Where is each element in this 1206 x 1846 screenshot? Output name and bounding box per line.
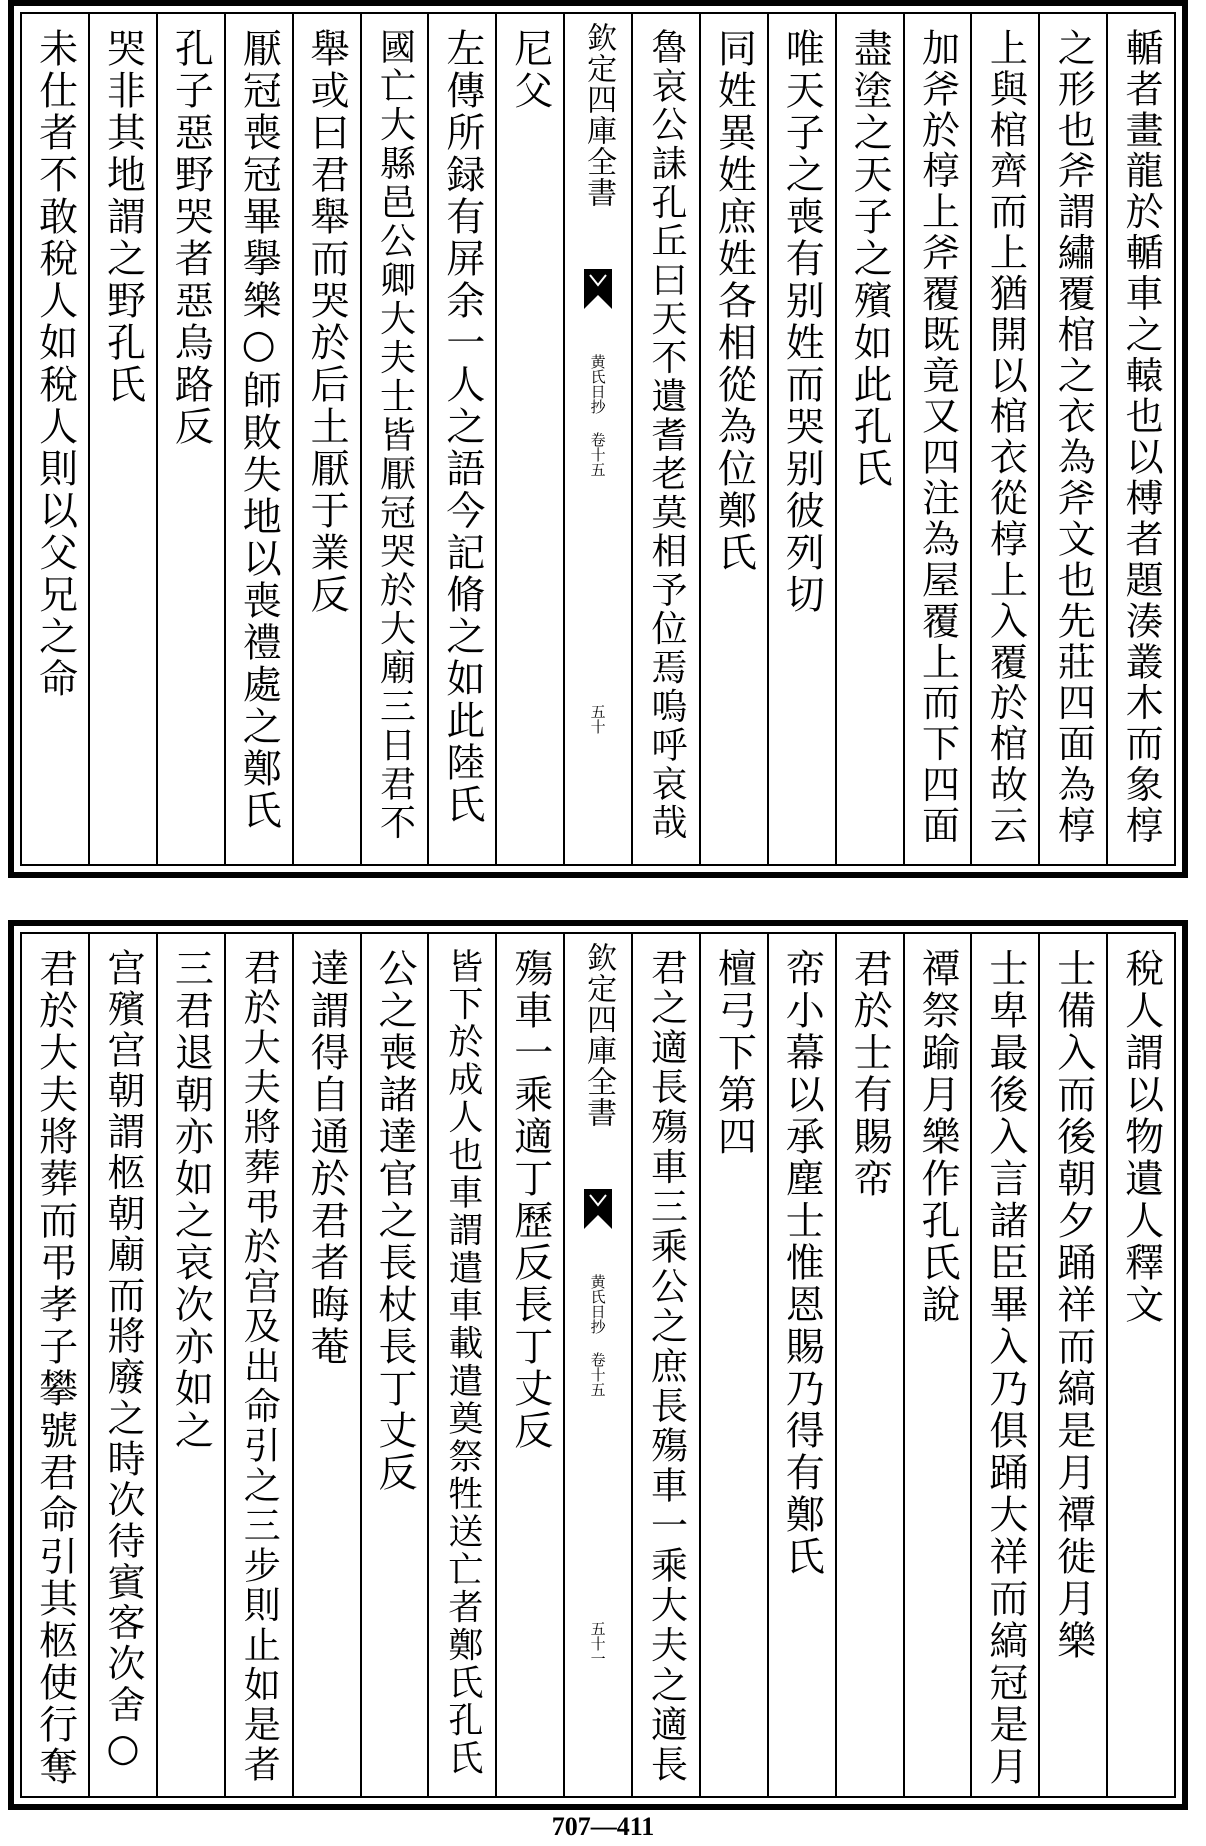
column-text: 上與棺齊而上猶開以棺衣從椁上入覆於棺故云 (983, 28, 1028, 847)
column-text: 殤車一乘適丁歷反長丁丈反 (507, 948, 553, 1452)
column-text: 君於大夫將葬弔於宫及出命引之三步則止如是者 (237, 948, 281, 1785)
text-column (88, 14, 156, 864)
column-text: 士備入而後朝夕踊祥而縞是月禫徙月樂 (1050, 948, 1096, 1662)
text-column (22, 934, 88, 1796)
column-text: 加斧於椁上斧覆既竟又四注為屋覆上而下四面 (915, 28, 960, 847)
folio-number: 五十 (588, 704, 607, 734)
text-column (631, 14, 699, 864)
text-column (767, 934, 835, 1796)
column-text: 檀弓下第四 (711, 948, 757, 1158)
column-text: 未仕者不敢稅人如稅人則以父兄之命 (32, 28, 78, 700)
text-column (1038, 934, 1106, 1796)
column-text: 盡塗之天子之殯如此孔氏 (847, 28, 893, 490)
column-text: 之形也斧謂繡覆棺之衣為斧文也先莊四面為椁 (1051, 28, 1096, 847)
bottom-page (8, 920, 1188, 1810)
book-title: 欽定四庫全書 (581, 942, 617, 1128)
text-column (835, 14, 903, 864)
text-column (427, 14, 495, 864)
text-column (903, 934, 971, 1796)
center-fold (563, 934, 631, 1796)
text-column (292, 14, 360, 864)
column-text: 孔子惡野哭者惡烏路反 (168, 28, 214, 448)
column-text: 皆下於成人也車謂遣車載遣奠祭牲送亡者鄭氏孔氏 (442, 948, 483, 1778)
column-text: 國亡大縣邑公卿大夫士皆厭冠哭於大廟三日君不 (374, 28, 416, 843)
text-column (1038, 14, 1106, 864)
text-column (427, 934, 495, 1796)
folio-number: 五十一 (588, 1621, 607, 1666)
column-text: 帟小幕以承塵士惟恩賜乃得有鄭氏 (779, 948, 825, 1578)
text-column (1106, 14, 1174, 864)
text-column (699, 14, 767, 864)
column-text: 公之喪諸達官之長杖長丁丈反 (371, 948, 417, 1494)
text-column (631, 934, 699, 1796)
bottom-page-frame (20, 932, 1176, 1798)
running-head: 黄氏日抄 卷十五 (588, 354, 607, 477)
bottom-columns (22, 934, 1174, 1796)
text-column (88, 934, 156, 1796)
text-column (767, 14, 835, 864)
top-page-frame (20, 12, 1176, 866)
column-text: 士卑最後入言諸臣畢入乃俱踊大祥而縞冠是月 (982, 948, 1028, 1788)
column-text: 左傳所録有屏余一人之語今記脩之如此陸氏 (439, 28, 485, 826)
fish-tail-mark-icon (584, 1189, 612, 1229)
text-column (360, 14, 428, 864)
text-column (1106, 934, 1174, 1796)
text-column (360, 934, 428, 1796)
column-text: 禫祭踰月樂作孔氏說 (914, 948, 960, 1326)
text-column (22, 14, 88, 864)
top-page (8, 0, 1188, 878)
column-text: 魯哀公誄孔丘曰天不遺耆老莫相予位焉嗚呼哀哉 (645, 28, 687, 843)
page-number: 707—411 (551, 1812, 655, 1841)
book-title: 欽定四庫全書 (581, 22, 617, 208)
fish-tail-mark-icon (584, 269, 612, 309)
column-text: 舉或曰君舉而哭於后土厭于業反 (304, 28, 350, 616)
text-column (903, 14, 971, 864)
text-column (699, 934, 767, 1796)
running-head: 黄氏日抄 卷十五 (588, 1274, 607, 1397)
column-text: 輴者畫龍於輴車之轅也以榑者題湊叢木而象椁 (1119, 28, 1164, 847)
text-column (156, 14, 224, 864)
column-text: 達謂得自通於君者晦菴 (304, 948, 350, 1368)
text-column (970, 934, 1038, 1796)
column-text: 君之適長殤車三乘公之庶長殤車一乘大夫之適長 (644, 948, 688, 1785)
column-text: 宫殯宫朝謂柩朝廟而將廢之時次待賓客次舍○ (100, 948, 145, 1773)
column-text: 哭非其地謂之野孔氏 (100, 28, 146, 406)
column-text: 君於士有賜帟 (847, 948, 893, 1200)
text-column (835, 934, 903, 1796)
column-text: 君於大夫將葬而弔孝子攀號君命引其柩使行奪 (32, 948, 78, 1788)
center-fold (563, 14, 631, 864)
text-column (292, 934, 360, 1796)
text-column (970, 14, 1038, 864)
column-text: 三君退朝亦如之哀次亦如之 (168, 948, 214, 1452)
top-columns (22, 14, 1174, 864)
column-text: 尼父 (507, 28, 553, 112)
column-text: 稅人謂以物遺人釋文 (1118, 948, 1164, 1326)
text-column (156, 934, 224, 1796)
column-text: 厭冠喪冠畢擧樂○師敗失地以喪禮處之鄭氏 (236, 28, 282, 832)
column-text: 唯天子之喪有别姓而哭别彼列切 (779, 28, 825, 616)
text-column (495, 934, 563, 1796)
text-column (495, 14, 563, 864)
column-text: 同姓異姓庶姓各相從為位鄭氏 (711, 28, 757, 574)
text-column (224, 934, 292, 1796)
text-column (224, 14, 292, 864)
